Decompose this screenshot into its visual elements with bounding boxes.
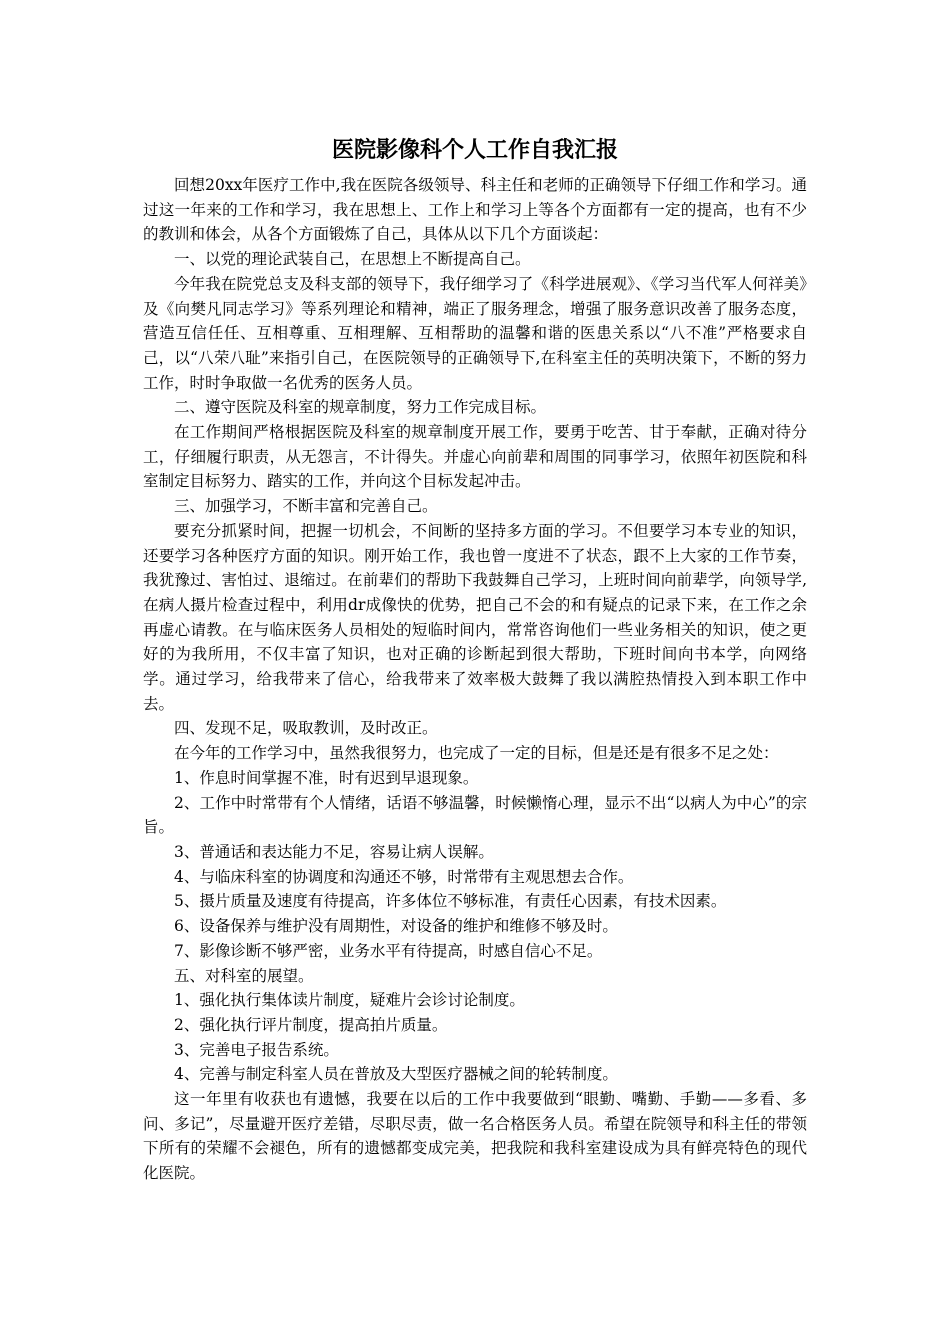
paragraph-conclusion: 这一年里有收获也有遗憾，我要在以后的工作中我要做到“眼勤、嘴勤、手勤——多看、多问、多记”，尽量避开医疗差错，尽职尽责，做一名合格医务人员。希望在院领导和科主任的带领下所有的荣耀不会褪色，所有的遗憾都变成完美，把我院和我科室建设成为具有鲜亮特色的现代化医院。: [143, 1090, 807, 1183]
document-title: 医院影像科个人工作自我汇报: [331, 138, 618, 163]
section-heading-2: 二、遵守医院及科室的规章制度，努力工作完成目标。: [174, 398, 547, 417]
section-heading-1: 一、以党的理论武装自己，在思想上不断提高自己。: [174, 250, 531, 269]
section-heading-5: 五、对科室的展望。: [174, 966, 314, 985]
list-item-outlook-1: 1、强化执行集体读片制度，疑难片会诊讨论制度。: [174, 991, 525, 1010]
paragraph-section-4: 在今年的工作学习中，虽然我很努力，也完成了一定的目标，但是还是有很多不足之处：: [174, 744, 779, 763]
list-item-shortcoming-6: 6、设备保养与维护没有周期性，对设备的维护和维修不够及时。: [174, 917, 618, 936]
list-item-shortcoming-1: 1、作息时间掌握不准，时有迟到早退现象。: [174, 768, 479, 787]
paragraph-intro: 回想20xx年医疗工作中,我在医院各级领导、科主任和老师的正确领导下仔细工作和学习。通过这一年来的工作和学习，我在思想上、工作上和学习上等各个方面都有一定的提高，也有不少的教训和体会，从各个方面锻炼了自己，具体从以下几个方面谈起：: [143, 176, 807, 244]
paragraph-section-1: 今年我在院党总支及科支部的领导下，我仔细学习了《科学进展观》、《学习当代军人何祥美》及《向樊凡同志学习》等系列理论和精神，端正了服务理念，增强了服务意识改善了服务态度，营造互信任任、互相尊重、互相理解、互相帮助的温馨和谐的医患关系以“八不准”严格要求自己，以“八荣八耻”来指引自己，在医院领导的正确领导下,在科室主任的英明决策下，不断的努力工作，时时争取做一名优秀的医务人员。: [143, 274, 807, 392]
list-item-shortcoming-7: 7、影像诊断不够严密，业务水平有待提高，时感自信心不足。: [174, 941, 603, 960]
paragraph-section-3: 要充分抓紧时间，把握一切机会，不间断的坚持多方面的学习。不但要学习本专业的知识，还要学习各种医疗方面的知识。刚开始工作，我也曾一度进不了状态，跟不上大家的工作节奏，我犹豫过、害怕过、退缩过。在前辈们的帮助下我鼓舞自己学习，上班时间向前辈学，向领导学,在病人摄片检查过程中，利用dr成像快的优势，把自己不会的和有疑点的记录下来，在工作之余再虚心请教。在与临床医务人员相处的短临时间内，常常咨询他们一些业务相关的知识，使之更好的为我所用，不仅丰富了知识，也对正确的诊断起到很大帮助，下班时间向书本学，向网络学。通过学习，给我带来了信心，给我带来了效率极大鼓舞了我以满腔热情投入到本职工作中去。: [143, 521, 807, 713]
list-item-shortcoming-2: 2、工作中时常带有个人情绪，话语不够温馨，时候懒惰心理，显示不出“以病人为中心”的宗旨。: [143, 793, 807, 837]
paragraph-section-2: 在工作期间严格根据医院及科室的规章制度开展工作，要勇于吃苦、甘于奉献，正确对待分工，仔细履行职责，从无怨言，不计得失。并虚心向前辈和周围的同事学习，依照年初医院和科室制定目标努力、踏实的工作，并向这个目标发起冲击。: [143, 423, 807, 491]
list-item-outlook-2: 2、强化执行评片制度，提高拍片质量。: [174, 1015, 448, 1034]
section-heading-3: 三、加强学习，不断丰富和完善自己。: [174, 497, 438, 516]
list-item-shortcoming-5: 5、摄片质量及速度有待提高，许多体位不够标准，有责任心因素，有技术因素。: [174, 892, 727, 911]
list-item-shortcoming-3: 3、普通话和表达能力不足，容易让病人误解。: [174, 842, 494, 861]
list-item-shortcoming-4: 4、与临床科室的协调度和沟通还不够，时常带有主观思想去合作。: [174, 867, 634, 886]
list-item-outlook-3: 3、完善电子报告系统。: [174, 1040, 339, 1059]
section-heading-4: 四、发现不足，吸取教训，及时改正。: [174, 719, 438, 738]
list-item-outlook-4: 4、完善与制定科室人员在普放及大型医疗器械之间的轮转制度。: [174, 1065, 618, 1084]
document-body: [143, 173, 807, 1186]
